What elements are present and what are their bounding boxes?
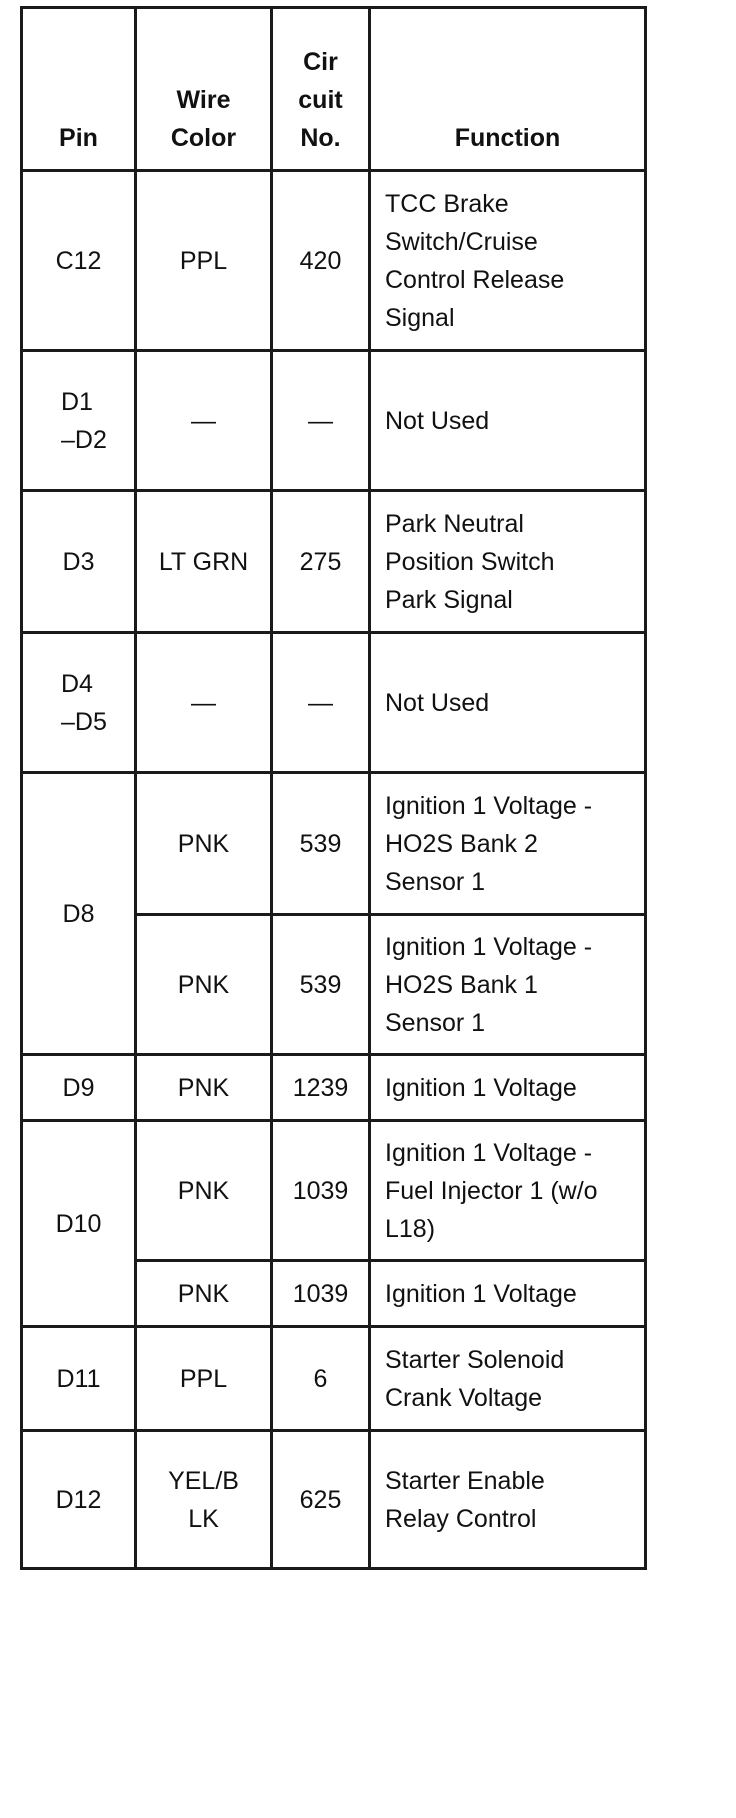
wire-color-cell: — (136, 633, 272, 773)
function-cell: Park Neutral Position Switch Park Signal (370, 491, 646, 633)
circuit-cell: 625 (272, 1431, 370, 1569)
pin-cell: D1 –D2 (22, 351, 136, 491)
wire-color-cell: LT GRN (136, 491, 272, 633)
circuit-cell: 275 (272, 491, 370, 633)
function-cell: Ignition 1 Voltage (370, 1055, 646, 1121)
function-cell: Ignition 1 Voltage - Fuel Injector 1 (w/o L18) (370, 1121, 646, 1261)
wire-color-cell: PNK (136, 1121, 272, 1261)
wire-color-cell: PNK (136, 1055, 272, 1121)
wire-color-cell: YEL/B LK (136, 1431, 272, 1569)
pin-cell: D3 (22, 491, 136, 633)
function-cell: TCC Brake Switch/Cruise Control Release Signal (370, 171, 646, 351)
table-row (22, 351, 646, 491)
header-row (22, 8, 646, 171)
pin-cell: D8 (22, 773, 136, 1055)
circuit-cell: 1239 (272, 1055, 370, 1121)
table-row (22, 1431, 646, 1569)
table-row (22, 773, 646, 915)
circuit-cell: 420 (272, 171, 370, 351)
function-cell: Not Used (370, 633, 646, 773)
pin-cell: D11 (22, 1327, 136, 1431)
circuit-cell: 6 (272, 1327, 370, 1431)
function-cell: Not Used (370, 351, 646, 491)
wire-color-cell: — (136, 351, 272, 491)
function-cell: Ignition 1 Voltage - HO2S Bank 1 Sensor 1 (370, 915, 646, 1055)
header-circuit-no: Cir cuit No. (272, 8, 370, 171)
circuit-cell: — (272, 351, 370, 491)
circuit-cell: 1039 (272, 1121, 370, 1261)
circuit-cell: — (272, 633, 370, 773)
pin-cell: D9 (22, 1055, 136, 1121)
pin-cell: D4 –D5 (22, 633, 136, 773)
wire-color-cell: PNK (136, 915, 272, 1055)
function-cell: Starter Enable Relay Control (370, 1431, 646, 1569)
wire-color-cell: PNK (136, 773, 272, 915)
header-pin: Pin (22, 8, 136, 171)
table-row (22, 491, 646, 633)
circuit-cell: 1039 (272, 1261, 370, 1327)
function-cell: Ignition 1 Voltage - HO2S Bank 2 Sensor 1 (370, 773, 646, 915)
table-row (22, 1055, 646, 1121)
table-row (22, 1121, 646, 1261)
pinout-table (20, 6, 647, 1570)
table-row (22, 1327, 646, 1431)
pinout-table-container (20, 6, 647, 1570)
header-wire-color: Wire Color (136, 8, 272, 171)
pin-cell: D10 (22, 1121, 136, 1327)
wire-color-cell: PPL (136, 1327, 272, 1431)
header-function: Function (370, 8, 646, 171)
wire-color-cell: PNK (136, 1261, 272, 1327)
circuit-cell: 539 (272, 773, 370, 915)
circuit-cell: 539 (272, 915, 370, 1055)
table-row (22, 633, 646, 773)
table-row (22, 171, 646, 351)
pin-cell: D12 (22, 1431, 136, 1569)
function-cell: Ignition 1 Voltage (370, 1261, 646, 1327)
wire-color-cell: PPL (136, 171, 272, 351)
pin-cell: C12 (22, 171, 136, 351)
function-cell: Starter Solenoid Crank Voltage (370, 1327, 646, 1431)
